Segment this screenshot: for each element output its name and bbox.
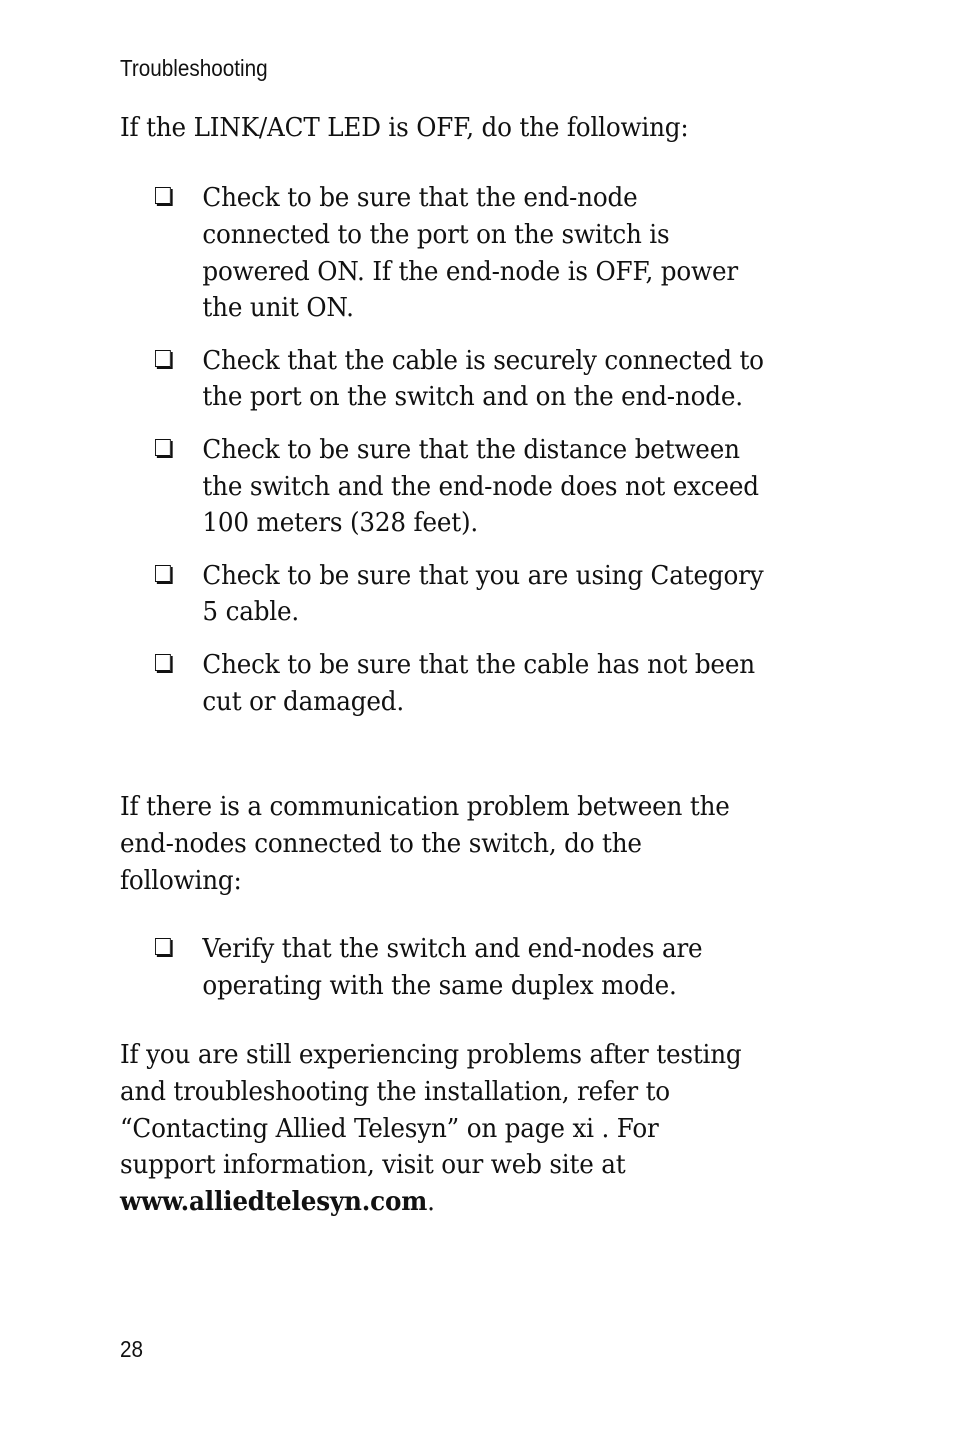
checklist-item-text: Verify that the switch and end-nodes are operating with the same duplex mode. [202,933,703,1001]
communication-checklist [155,931,769,1005]
checklist-item-text: Check to be sure that you are using Category 5 cable. [202,559,764,628]
checkbox-icon [155,938,171,955]
checklist-item [155,931,769,1005]
checkbox-icon [155,187,171,204]
checklist-item [155,432,769,542]
link-off-intro: If the LINK/ACT LED is OFF, do the following: [120,112,689,143]
checkbox-icon [155,654,171,671]
closing-paragraph [120,1037,752,1221]
page-number: 28 [120,1336,144,1362]
checklist-item [155,647,769,721]
checklist-item-text: Check that the cable is securely connected to the port on the switch and on the end-node. [202,344,764,413]
checkbox-icon [155,565,171,582]
checklist-item [155,343,769,417]
checklist-item [155,558,769,632]
checklist-item [155,180,769,327]
closing-period: . [427,1186,435,1218]
closing-text: If you are still experiencing problems after testing and troubleshooting the installation, refer to “Contacting Allied Telesyn” on page xi . For support information, visit our web site at [120,1039,742,1181]
link-off-checklist [155,180,769,720]
running-head: Troubleshooting [120,55,268,81]
website-link[interactable]: www.alliedtelesyn.com [120,1186,428,1218]
checklist-item-text: Check to be sure that the end-node connected to the port on the switch is powered ON. If the end-node is OFF, power the unit ON. [202,182,738,324]
checkbox-icon [155,350,171,367]
checklist-item-text: Check to be sure that the distance between the switch and the end-node does not exceed 100 meters (328 feet). [202,433,759,539]
checklist-item-text: Check to be sure that the cable has not been cut or damaged. [202,648,755,717]
checkbox-icon [155,439,171,456]
communication-intro: If there is a communication problem between the end-nodes connected to the switch, do the following: [120,791,730,896]
